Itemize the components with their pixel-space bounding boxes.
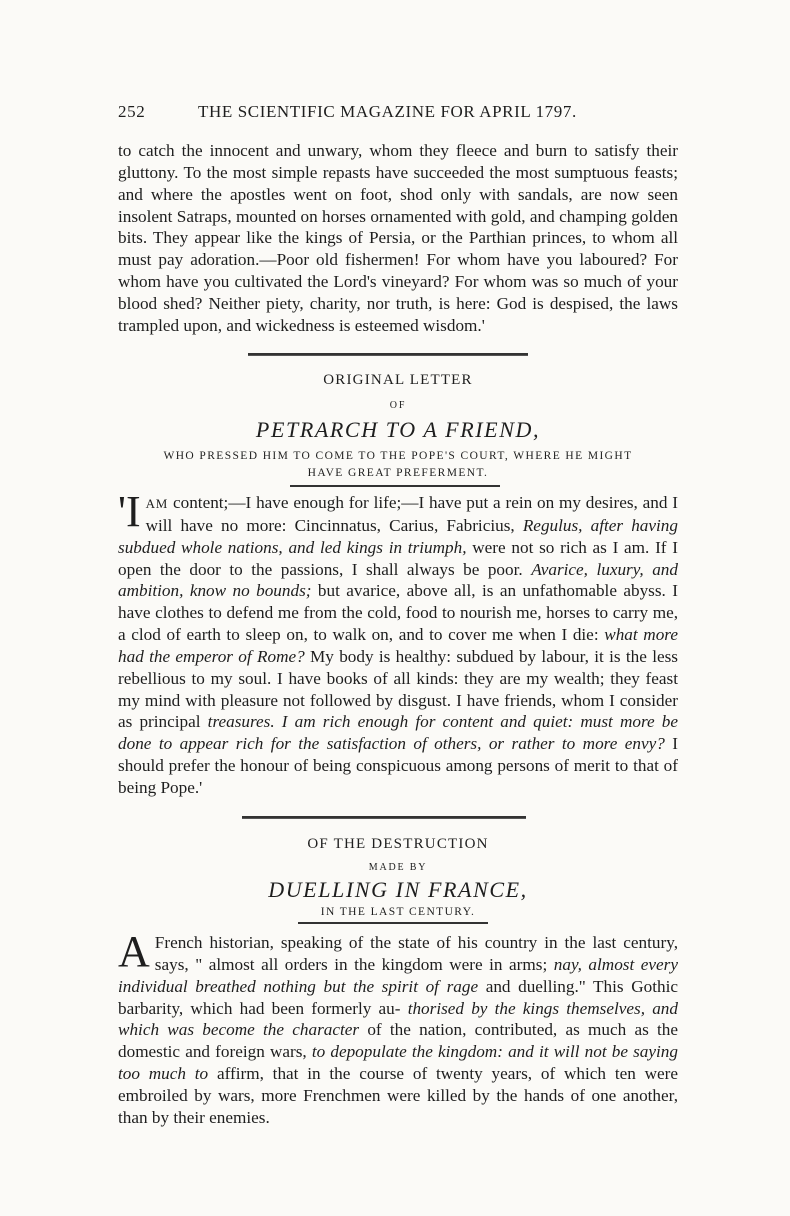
letter-heading-of: OF xyxy=(389,400,407,411)
duelling-title: DUELLING IN FRANCE, xyxy=(268,877,528,902)
intro-section xyxy=(118,140,678,337)
letter-subheading-line1: WHO PRESSED HIM TO COME TO THE POPE'S COURT, WHERE HE MIGHT xyxy=(163,450,633,462)
duelling-text-5: of the nation, contributed, as much as the domestic and foreign wars, xyxy=(118,1020,679,1062)
duelling-text-4: thorised by the kings themselves, and which was become the character xyxy=(118,998,678,1040)
duelling-text-2: nay, almost every individual breathed nothing but the spirit of rage xyxy=(118,954,678,996)
letter-heading: ORIGINAL LETTER xyxy=(323,372,473,388)
subheading-rule xyxy=(290,485,500,487)
letter-text-6: what more had the emperor of Rome? xyxy=(118,625,678,666)
duelling-section xyxy=(118,927,679,1129)
duelling-drop-cap: A xyxy=(118,927,150,976)
duelling-text-7: affirm, that in the course of twenty years, of which ten were embroiled by wars, more Frenchmen were killed by the hands of one another, than by their enemies. xyxy=(118,1064,678,1127)
letter-text-4: Avarice, luxury, and ambition, know no bounds; xyxy=(118,559,678,601)
section-divider xyxy=(248,353,528,356)
letter-text-8: treasures. I am rich enough for content and quiet: must more be done to appear rich for the satisfaction of others, or rather to more envy? xyxy=(118,712,679,754)
letter-text-9: I should prefer the honour of being conspicuous among persons of merit to that of being Pope.' xyxy=(118,734,678,797)
letter-text-5: but avarice, above all, is an unfathomable abyss. I have clothes to defend me from the cold, food to nourish me, horses to carry me, a clod of earth to sleep on, to walk on, and to cover me when I die: xyxy=(118,581,678,645)
intro-paragraph: to catch the innocent and unwary, whom they fleece and burn to satisfy their gluttony. To the most simple repasts have succeeded the most sumptuous feasts; and where the apostles went on foot, shod only with sandals, are now seen insolent Satraps, mounted on horses ornamented with gold, and champing golden bits. They appear like the kings of Persia, or the Parthian princes, to whom all must pay adoration.—Poor old fishermen! For whom have you laboured? For whom have you cultivated the Lord's vineyard? For whom was so much of your blood shed? Neither piety, charity, nor truth, is here: God is despised, the laws trampled upon, and wickedness is esteemed wisdom.' xyxy=(118,141,678,335)
letter-text-7: My body is healthy: subdued by labour, it is the less rebellious to my soul. I have books of all kinds: they are my wealth; they feast my mind with pleasure not followed by disgust. I have friends, whom I consider as principal xyxy=(118,646,678,732)
duelling-text-3: and duelling." This Gothic barbarity, which had been formerly au- xyxy=(118,976,678,1018)
running-header xyxy=(118,102,688,130)
letter-section xyxy=(118,487,679,799)
letter-title: PETRARCH TO A FRIEND, xyxy=(255,417,541,442)
running-title: THE SCIENTIFIC MAGAZINE FOR APRIL 1797. xyxy=(198,102,577,121)
duelling-heading-madeby: MADE BY xyxy=(368,862,428,873)
letter-text-1: content;—I have enough for life;—I have put a rein on my desires, and I will have no more: Cincinnatus, Carius, Fabricius, xyxy=(145,493,678,535)
drop-cap xyxy=(118,487,141,536)
duelling-text-6: to depopulate the kingdom: and it will not be saying too much to xyxy=(118,1042,678,1084)
duelling-text-1: French historian, speaking of the state of his country in the last century, says, " almost all orders in the kingdom were in arms; xyxy=(154,933,678,974)
first-word: AM xyxy=(145,496,169,511)
letter-text-3: were not so rich as I am. If I open the door to the passions, I shall always be poor. xyxy=(118,537,678,579)
letter-subheading-line2: HAVE GREAT PREFERMENT. xyxy=(307,467,489,479)
page-number: 252 xyxy=(118,102,146,121)
section-divider-2 xyxy=(242,816,526,819)
duelling-rule xyxy=(298,922,488,924)
duelling-body xyxy=(118,927,679,1129)
letter-body xyxy=(118,487,679,799)
duelling-subheading: IN THE LAST CENTURY. xyxy=(320,906,476,918)
letter-text-2: Regulus, after having subdued whole nations, and led kings in triumph, xyxy=(118,515,678,557)
open-quote: ' xyxy=(118,487,126,536)
drop-cap-letter: I xyxy=(125,487,141,536)
duelling-heading: OF THE DESTRUCTION xyxy=(307,836,489,852)
